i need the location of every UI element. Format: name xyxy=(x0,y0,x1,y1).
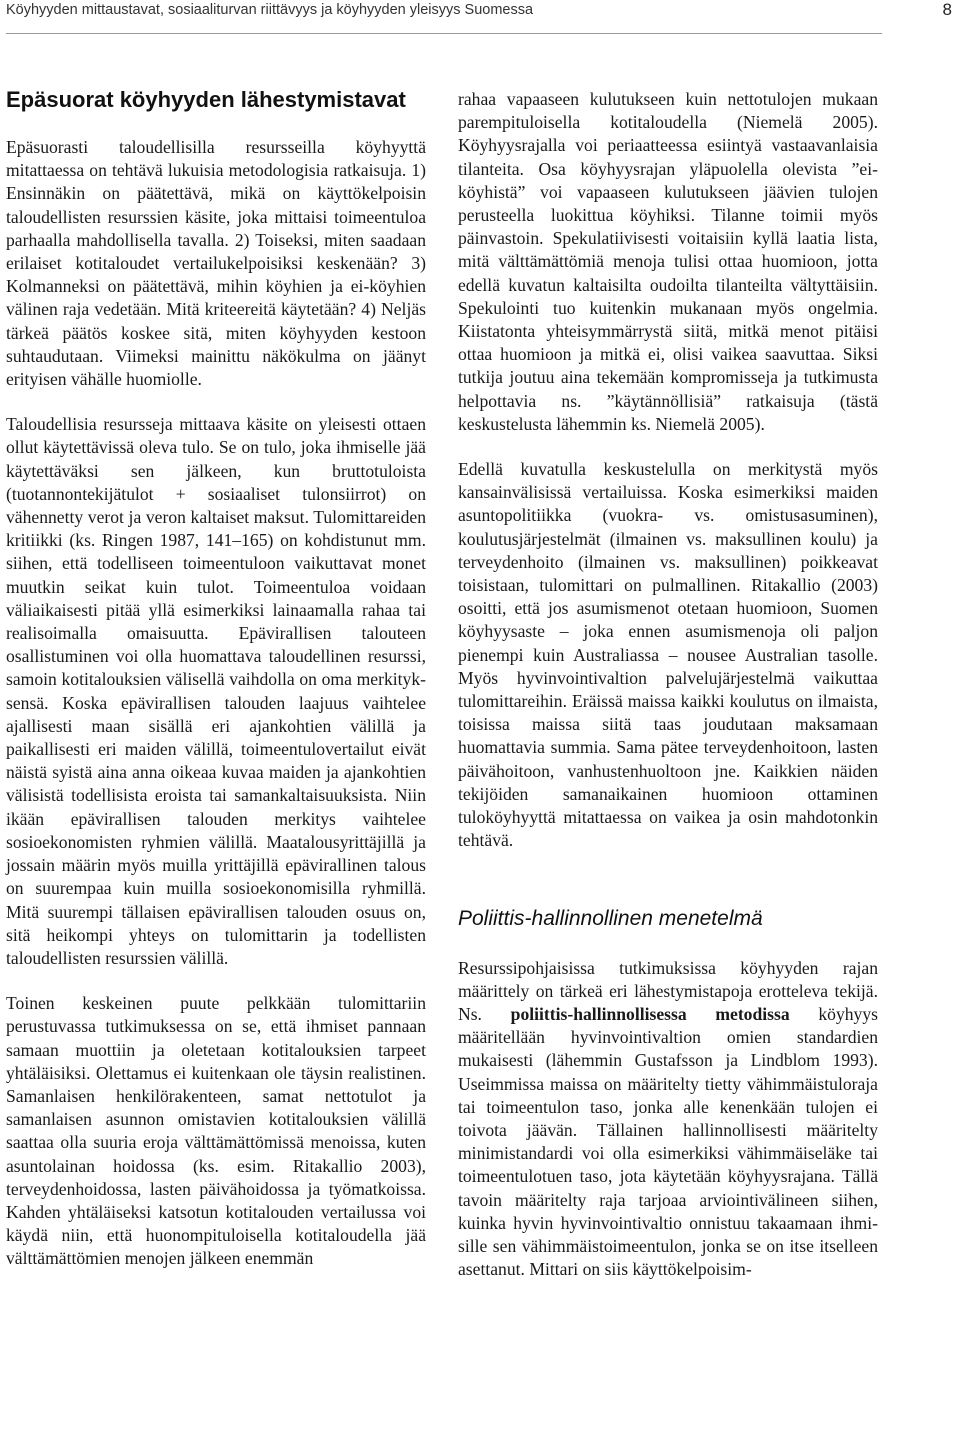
paragraph-disposable-income: Taloudellisia resursseja mittaava käsite on yleisesti ottaen ollut käytettävissä oleva tulo. Se on tulo, joka ihmiselle jää käytettäväksi sen jälkeen, kun bruttotuloista (tuotannontekijätulot + sosiaaliset tulonsiirrot) on vähennetty verot ja veron kaltaiset maksut. Tulomittareiden kritiikki (ks. Ringen 1987, 141–165) on kohdistunut mm. siihen, että todelliseen toimeentuloon vaikuttavat monet muutkin seikat kuin tulot. Toimeentuloa voidaan väliaikaisesti pitää yllä esimerkiksi lainaamalla rahaa tai realisoimalla omaisuutta. Epävirallisen talouteen osallistuminen voi olla huomattava taloudellinen resurssi, samoin kotitalouksien välisellä vaihdolla on oma merkityksensä. Koska epävirallisen talouden laajuus vaihtelee ajallisesti maan sisällä eri ajankohtien välillä ja paikallisesti eri maiden välillä, toimeentulovertailut eivät näistä syistä aina anna oikeaa kuvaa maiden ja ajankohtien välisistä todellisista eroista tai samankaltaisuuksista. Niin ikään epävirallisen talouden merkitys vaihtelee sosioekonomisten ryhmien välillä. Maatalousyrittäjillä ja jossain määrin myös muilla yrittäjillä epävirallinen talous on suurempaa kuin muilla sosioekonomisilla ryhmillä. Mitä suurempi tällaisen epävirallisen talouden osuus on, sitä heikompi yhteys on tulomittarin ja todellisten taloudellisten resurssien välillä. xyxy=(6,414,426,968)
paragraph-free-consumption: rahaa vapaaseen kulutukseen kuin nettotulojen mukaan parempituloisella kotitaloudella (Niemelä 2005). Köyhyysrajalla voi periaatteessa esiintyä vastaavanlaisia tilanteita. Osa köyhyysrajan yläpuolella olevista ”ei-köyhistä” voi vapaaseen kulutukseen jäävien tulojen perusteella luokittua köyhiksi. Tilanne toimii myös päinvastoin. Spekulatiivisesti voitaisiin kyllä laatia lista, mitä välttämättömiä menoja tulisi ottaa huomioon, jotta edellä kuvatun kaltaisilta oudoilta tilanteilta vältyttäisiin. Spekulointi tuo kuitenkin mukanaan myös ongelmia. Kiistatonta yhteisymmärrystä siitä, mitkä menot pitäisi ottaa huomioon ja mitkä ei, olisi vaikea saavuttaa. Siksi tutkija joutuu aina tekemään kompromisseja ja tutkimusta helpottavia ns. ”käytännöllisiä” ratkaisuja (tästä keskustelusta lähemmin ks. Niemelä 2005). xyxy=(458,89,878,434)
header-rule xyxy=(6,33,882,34)
running-header xyxy=(6,0,952,30)
subsection-heading: Poliittis-hallinnollinen menetelmä xyxy=(458,906,763,930)
bold-term: poliittis-hallinnollisessa metodissa xyxy=(510,1003,790,1024)
paragraph-international-comparison: Edellä kuvatulla keskustelulla on merkitystä myös kansainvälisissä vertailuissa. Koska esimerkiksi maiden asuntopolitiikka (vuokra- vs. omistusasuminen), koulutusjärjestelmät (ilmainen vs. maksullinen koulu) ja terveydenhoito (ilmainen vs. maksullinen) poikkeavat toisistaan, tulomittari on pulmallinen. Ritakallio (2003) osoitti, että jos asumismenot otetaan huomioon, Suomen köyhyysaste – joka ennen asumismenoja oli paljon pienempi kuin Australiassa – nousee Australian tasolle. Myös hyvinvointivaltion palvelujärjestelmä vaikuttaa tulomittareihin. Eräissä maissa kaikki koulutus on ilmaista, toisissa maissa siitä taas joudutaan maksamaan huomattavia summia. Sama pätee terveydenhoitoon, lasten päivähoitoon, vanhustenhuoltoon jne. Kaikkien näiden tekijöiden samanaikainen huomioon ottaminen tuloköyhyyttä mitattaessa on vaikea ja osin mahdotonkin tehtävä. xyxy=(458,459,878,851)
paragraph-methodology: Epäsuorasti taloudellisilla resursseilla köyhyyttä mitattaessa on tehtävä lukuisia metodologisia ratkaisuja. 1) Ensinnäkin on päätettävä, mikä on käyttökelpoisin taloudellisten resurssien käsite, joka mittaisi toimeentuloa parhaalla mahdollisella tavalla. 2) Toiseksi, miten saadaan erilaiset kotitaloudet vertailukelpoisiksi keskenään? 3) Kolmanneksi on päätettävä, mihin köyhien ja ei-köyhien välinen raja vedetään. Mitä kriteereitä käytetään? 4) Neljäs tärkeä päätös koskee sitä, miten köyhyyden kestoon suhtaudutaan. Viimeksi mainittu näkökulma on jäänyt erityisen vähälle huomiolle. xyxy=(6,137,426,390)
paragraph-political-administrative xyxy=(458,957,878,1282)
paragraph-text-end: köyhyys määritellään hyvinvointivaltion omien standardien mukaisesti (lähemmin Gustafsson ja Lindblom 1993). Useimmissa maissa on määritelty tietty vähimmäistuloraja tai toimeentulon taso, jonka alle kenenkään tulojen ei toivota jäävän. Tällainen hallinnollisesti määritelty minimistandardi voi olla esimerkiksi vähimmäiseläke tai toimeentulotuen taso, jota käytetään köyhyysrajana. Tällä tavoin määritelty raja tarjoaa arviointivälineen siihen, kuinka hyvin hyvinvointivaltio onnistuu takaamaan ihmisille sen vähimmäistoimeentulon, jonka se on itse itselleen asettanut. Mittari on siis käyttökelpoisim- xyxy=(458,1003,878,1280)
right-column xyxy=(458,88,878,1281)
running-title: Köyhyyden mittaustavat, sosiaaliturvan riittävyys ja köyhyyden yleisyys Suomessa xyxy=(6,2,534,18)
paragraph-household-needs: Toinen keskeinen puute pelkkään tulomittariin perustuvassa tutkimuksessa on se, että ihmiset pannaan samaan muottiin ja oletetaan kotitalouksien tarpeet yhtäläisiksi. Olettamus ei kuitenkaan ole täysin realistinen. Samanlaisen henkilörakenteen, samat nettotulot ja samanlaisen asunnon omistavien kotitalouksien välillä saattaa olla suuria eroja välttämättömissä menoissa, kuten asuntolainan hoidossa (ks. esim. Ritakallio 2003), terveydenhoidossa, lasten päivähoidossa ja työmatkoissa. Kahden yhtäläiseksi katsotun kotitalouden vertailussa voi käydä niin, että huonompituloisella kotitaloudella jää välttämättömien menojen jälkeen enemmän xyxy=(6,993,426,1269)
subsection-spacer xyxy=(458,875,878,905)
paragraph-text-start: Resurssipohjaisissa tutkimuksissa köyhyyden rajan määrittely on tärkeä eri lähestymistapoja erotteleva tekijä. Ns. xyxy=(458,957,878,1024)
section-heading: Epäsuorat köyhyyden lähestymistavat xyxy=(6,87,406,112)
left-column xyxy=(6,86,426,1271)
page-number: 8 xyxy=(942,0,952,19)
